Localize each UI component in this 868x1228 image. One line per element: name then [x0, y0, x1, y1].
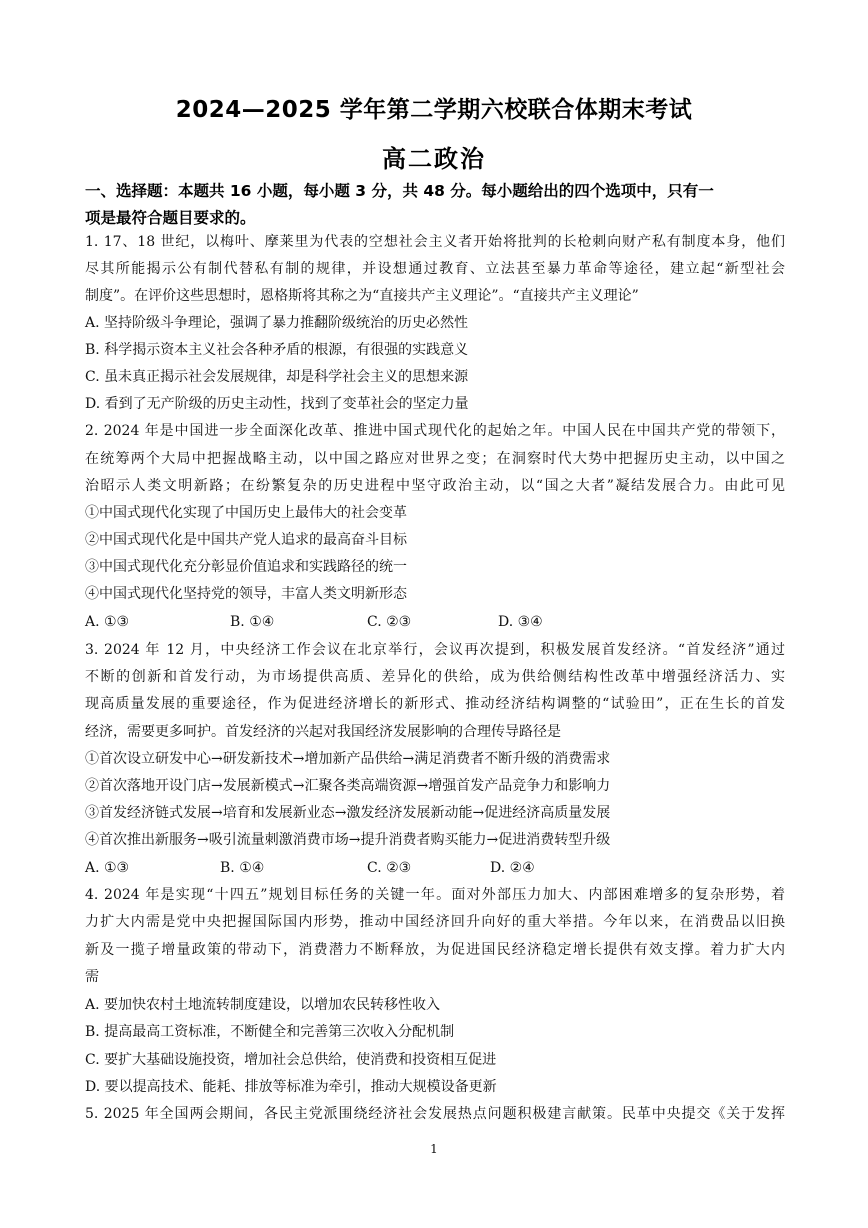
exam-title: 2024—2025 学年第二学期六校联合体期末考试: [175, 97, 693, 123]
q3-stem-line-1: 3. 2024 年 12 月，中央经济工作会议在北京举行，会议再次提到，积极发展首发经济。“首发经济”通过: [85, 642, 785, 658]
q4-stem-line-4: 需: [85, 969, 99, 985]
q1-option-a: A. 坚持阶级斗争理论，强调了暴力推翻阶级统治的历史必然性: [85, 315, 469, 331]
q3-choice-d: D. ②④: [490, 860, 535, 876]
q3-stem-line-3: 现高质量发展的重要途径，作为促进经济增长的新形式、推动经济结构调整的“试验田”，正在生长的首发: [85, 696, 785, 712]
q3-choice-a: A. ①③: [85, 860, 130, 876]
q4-stem-line-2: 力扩大内需是党中央把握国际国内形势，推动中国经济回升向好的重大举措。今年以来，在消费品以旧换: [85, 914, 785, 930]
q2-stem-line-2: 在统筹两个大局中把握战略主动，以中国之路应对世界之变；在洞察时代大势中把握历史主动，以中国之: [85, 451, 785, 467]
q1-stem-line-3: 制度”。在评价这些思想时，恩格斯将其称之为“直接共产主义理论”。“直接共产主义理论”: [85, 288, 639, 304]
q4-option-c: C. 要扩大基础设施投资，增加社会总供给，使消费和投资相互促进: [85, 1052, 497, 1068]
q4-stem-line-1: 4. 2024 年是实现“十四五”规划目标任务的关键一年。面对外部压力加大、内部困难增多的复杂形势，着: [85, 887, 785, 903]
q1-stem-line-2: 尽其所能揭示公有制代替私有制的规律，并设想通过教育、立法甚至暴力革命等途径，建立起“新型社会: [85, 261, 785, 277]
q1-option-b: B. 科学揭示资本主义社会各种矛盾的根源，有很强的实践意义: [85, 342, 469, 358]
q3-stem-line-2: 不断的创新和首发行动，为市场提供高质、差异化的供给，成为供给侧结构性改革中增强经济活力、实: [85, 669, 785, 685]
q4-option-a: A. 要加快农村土地流转制度建设，以增加农民转移性收入: [85, 997, 441, 1013]
q2-choice-a: A. ①③: [85, 614, 130, 630]
q2-choice-c: C. ②③: [367, 614, 412, 630]
q1-option-d: D. 看到了无产阶级的历史主动性，找到了变革社会的坚定力量: [85, 396, 469, 412]
q2-stem-line-3: 治昭示人类文明新路；在纷繁复杂的历史进程中坚守政治主动，以“国之大者”凝结发展合力。由此可见: [85, 478, 785, 494]
q3-item-2: ②首次落地开设门店→发展新模式→汇聚各类高端资源→增强首发产品竞争力和影响力: [85, 778, 611, 794]
q2-item-1: ①中国式现代化实现了中国历史上最伟大的社会变革: [85, 505, 407, 521]
q2-item-2: ②中国式现代化是中国共产党人追求的最高奋斗目标: [85, 532, 407, 548]
q1-option-c: C. 虽未真正揭示社会发展规律，却是科学社会主义的思想来源: [85, 369, 469, 385]
q2-choice-d: D. ③④: [498, 614, 543, 630]
q4-option-d: D. 要以提高技术、能耗、排放等标准为牵引，推动大规模设备更新: [85, 1079, 497, 1095]
page-number: 1: [430, 1142, 438, 1156]
q3-choice-b: B. ①④: [220, 860, 265, 876]
q2-stem-line-1: 2. 2024 年是中国进一步全面深化改革、推进中国式现代化的起始之年。中国人民在中国共产党的带领下，: [85, 423, 785, 439]
q2-item-3: ③中国式现代化充分彰显价值追求和实践路径的统一: [85, 559, 407, 575]
q3-stem-line-4: 经济，需要更多呵护。首发经济的兴起对我国经济发展影响的合理传导路径是: [85, 724, 561, 740]
q2-choice-b: B. ①④: [230, 614, 275, 630]
q3-item-4: ④首次推出新服务→吸引流量刺激消费市场→提升消费者购买能力→促进消费转型升级: [85, 832, 611, 848]
q4-stem-line-3: 新及一揽子增量政策的带动下，消费潜力不断释放，为促进国民经济稳定增长提供有效支撑。着力扩大内: [85, 942, 785, 958]
q1-stem-line-1: 1. 17、18 世纪，以梅叶、摩莱里为代表的空想社会主义者开始将批判的长枪刺向财产私有制度本身，他们: [85, 234, 785, 250]
exam-subject: 高二政治: [382, 145, 486, 173]
section-heading-line-1: 一、选择题：本题共 16 小题，每小题 3 分，共 48 分。每小题给出的四个选项中，只有一: [85, 182, 714, 200]
q5-stem-line-1: 5. 2025 年全国两会期间，各民主党派围绕经济社会发展热点问题积极建言献策。民革中央提交《关于发挥: [85, 1106, 785, 1122]
section-heading: [85, 178, 785, 232]
q4-option-b: B. 提高最高工资标准，不断健全和完善第三次收入分配机制: [85, 1024, 455, 1040]
q3-item-1: ①首次设立研发中心→研发新技术→增加新产品供给→满足消费者不断升级的消费需求: [85, 751, 611, 767]
q3-item-3: ③首发经济链式发展→培育和发展新业态→激发经济发展新动能→促进经济高质量发展: [85, 805, 611, 821]
q2-item-4: ④中国式现代化坚持党的领导，丰富人类文明新形态: [85, 586, 407, 602]
q3-choice-c: C. ②③: [367, 860, 412, 876]
section-heading-line-2: 项是最符合题目要求的。: [85, 209, 256, 227]
